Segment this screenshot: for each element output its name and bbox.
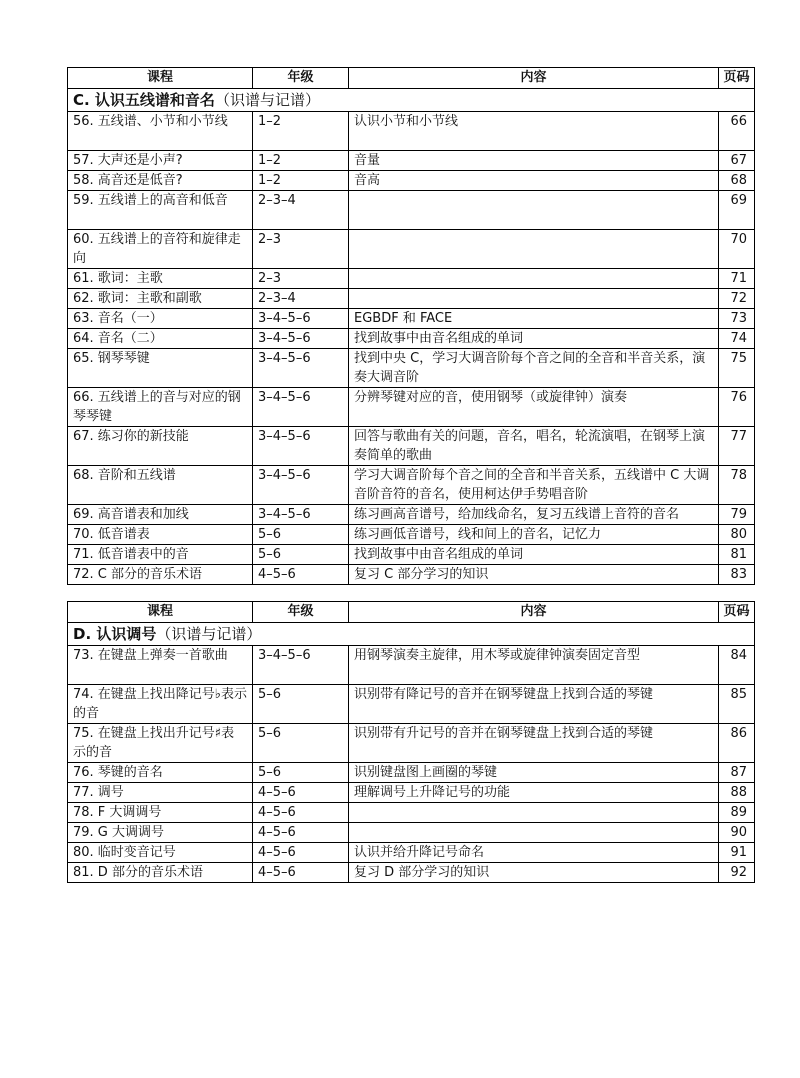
- cell-page: 67: [719, 151, 755, 171]
- table-row: [68, 388, 755, 427]
- cell-grade: 5–6: [253, 724, 349, 763]
- header-content: 内容: [349, 602, 719, 623]
- table-row: [68, 724, 755, 763]
- cell-grade: 4–5–6: [253, 565, 349, 585]
- cell-content: 学习大调音阶每个音之间的全音和半音关系，五线谱中 C 大调音阶音符的音名，使用柯达伊手势唱音阶: [349, 466, 719, 505]
- cell-content: [349, 269, 719, 289]
- cell-page: 80: [719, 525, 755, 545]
- cell-grade: 4–5–6: [253, 823, 349, 843]
- cell-page: 91: [719, 843, 755, 863]
- cell-page: 88: [719, 783, 755, 803]
- cell-content: [349, 289, 719, 309]
- cell-content: 复习 C 部分学习的知识: [349, 565, 719, 585]
- cell-grade: 5–6: [253, 545, 349, 565]
- cell-course: 66. 五线谱上的音与对应的钢琴琴键: [68, 388, 253, 427]
- cell-grade: 4–5–6: [253, 843, 349, 863]
- toc-table-section-c: [67, 67, 755, 585]
- cell-course: 79. G 大调调号: [68, 823, 253, 843]
- table-header-row: [68, 602, 755, 623]
- cell-course: 61. 歌词：主歌: [68, 269, 253, 289]
- cell-page: 77: [719, 427, 755, 466]
- cell-content: 复习 D 部分学习的知识: [349, 863, 719, 883]
- header-page: 页码: [719, 602, 755, 623]
- cell-grade: 2–3–4: [253, 289, 349, 309]
- cell-course: 69. 高音谱表和加线: [68, 505, 253, 525]
- cell-course: 63. 音名（一）: [68, 309, 253, 329]
- cell-grade: 1–2: [253, 151, 349, 171]
- cell-grade: 5–6: [253, 525, 349, 545]
- cell-course: 81. D 部分的音乐术语: [68, 863, 253, 883]
- table-row: [68, 783, 755, 803]
- header-course: 课程: [68, 602, 253, 623]
- table-row: [68, 171, 755, 191]
- cell-grade: 3–4–5–6: [253, 466, 349, 505]
- cell-content: 理解调号上升降记号的功能: [349, 783, 719, 803]
- cell-grade: 3–4–5–6: [253, 329, 349, 349]
- cell-content: 用钢琴演奏主旋律，用木琴或旋律钟演奏固定音型: [349, 646, 719, 685]
- section-title-row: [68, 623, 755, 646]
- cell-grade: 2–3: [253, 269, 349, 289]
- cell-page: 90: [719, 823, 755, 843]
- cell-course: 75. 在键盘上找出升记号♯表示的音: [68, 724, 253, 763]
- table-row: [68, 349, 755, 388]
- table-row: [68, 230, 755, 269]
- cell-page: 71: [719, 269, 755, 289]
- cell-page: 79: [719, 505, 755, 525]
- header-course: 课程: [68, 68, 253, 89]
- cell-page: 84: [719, 646, 755, 685]
- cell-course: 68. 音阶和五线谱: [68, 466, 253, 505]
- cell-content: 找到故事中由音名组成的单词: [349, 329, 719, 349]
- header-content: 内容: [349, 68, 719, 89]
- table-row: [68, 863, 755, 883]
- cell-page: 66: [719, 112, 755, 151]
- cell-content: 识别键盘图上画圈的琴键: [349, 763, 719, 783]
- cell-page: 83: [719, 565, 755, 585]
- cell-content: EGBDF 和 FACE: [349, 309, 719, 329]
- cell-grade: 3–4–5–6: [253, 309, 349, 329]
- section-subtitle: （识谱与记谱）: [214, 91, 320, 109]
- cell-course: 67. 练习你的新技能: [68, 427, 253, 466]
- cell-course: 57. 大声还是小声?: [68, 151, 253, 171]
- cell-course: 72. C 部分的音乐术语: [68, 565, 253, 585]
- section-title-text: D. 认识调号: [73, 625, 157, 643]
- cell-course: 62. 歌词：主歌和副歌: [68, 289, 253, 309]
- cell-course: 71. 低音谱表中的音: [68, 545, 253, 565]
- cell-content: [349, 230, 719, 269]
- cell-content: 认识小节和小节线: [349, 112, 719, 151]
- table-row: [68, 329, 755, 349]
- cell-page: 72: [719, 289, 755, 309]
- cell-page: 89: [719, 803, 755, 823]
- cell-page: 87: [719, 763, 755, 783]
- cell-grade: 3–4–5–6: [253, 646, 349, 685]
- cell-course: 76. 琴键的音名: [68, 763, 253, 783]
- cell-page: 86: [719, 724, 755, 763]
- cell-page: 75: [719, 349, 755, 388]
- table-row: [68, 466, 755, 505]
- cell-course: 70. 低音谱表: [68, 525, 253, 545]
- section-title: [68, 623, 755, 646]
- cell-grade: 5–6: [253, 763, 349, 783]
- cell-course: 65. 钢琴琴键: [68, 349, 253, 388]
- cell-grade: 1–2: [253, 171, 349, 191]
- cell-page: 85: [719, 685, 755, 724]
- cell-grade: 2–3: [253, 230, 349, 269]
- table-row: [68, 427, 755, 466]
- cell-course: 74. 在键盘上找出降记号♭表示的音: [68, 685, 253, 724]
- cell-course: 58. 高音还是低音?: [68, 171, 253, 191]
- cell-page: 70: [719, 230, 755, 269]
- table-row: [68, 289, 755, 309]
- section-subtitle: （识谱与记谱）: [156, 625, 262, 643]
- cell-content: [349, 191, 719, 230]
- table-row: [68, 646, 755, 685]
- cell-content: 找到中央 C，学习大调音阶每个音之间的全音和半音关系，演奏大调音阶: [349, 349, 719, 388]
- cell-content: 识别带有降记号的音并在钢琴键盘上找到合适的琴键: [349, 685, 719, 724]
- cell-grade: 3–4–5–6: [253, 388, 349, 427]
- cell-content: 练习画低音谱号，线和间上的音名，记忆力: [349, 525, 719, 545]
- cell-grade: 3–4–5–6: [253, 349, 349, 388]
- cell-grade: 5–6: [253, 685, 349, 724]
- table-row: [68, 545, 755, 565]
- cell-grade: 4–5–6: [253, 863, 349, 883]
- cell-course: 59. 五线谱上的高音和低音: [68, 191, 253, 230]
- section-title-text: C. 认识五线谱和音名: [73, 91, 215, 109]
- table-row: [68, 151, 755, 171]
- cell-grade: 4–5–6: [253, 783, 349, 803]
- cell-page: 92: [719, 863, 755, 883]
- header-grade: 年级: [253, 602, 349, 623]
- cell-course: 73. 在键盘上弹奏一首歌曲: [68, 646, 253, 685]
- header-page: 页码: [719, 68, 755, 89]
- table-row: [68, 803, 755, 823]
- table-row: [68, 112, 755, 151]
- table-row: [68, 269, 755, 289]
- table-row: [68, 843, 755, 863]
- cell-page: 78: [719, 466, 755, 505]
- table-row: [68, 565, 755, 585]
- cell-content: [349, 803, 719, 823]
- cell-page: 73: [719, 309, 755, 329]
- cell-content: 识别带有升记号的音并在钢琴键盘上找到合适的琴键: [349, 724, 719, 763]
- cell-page: 74: [719, 329, 755, 349]
- table-row: [68, 685, 755, 724]
- table-row: [68, 191, 755, 230]
- cell-content: [349, 823, 719, 843]
- cell-page: 76: [719, 388, 755, 427]
- cell-page: 81: [719, 545, 755, 565]
- header-grade: 年级: [253, 68, 349, 89]
- cell-grade: 3–4–5–6: [253, 505, 349, 525]
- cell-course: 60. 五线谱上的音符和旋律走向: [68, 230, 253, 269]
- table-row: [68, 525, 755, 545]
- cell-content: 找到故事中由音名组成的单词: [349, 545, 719, 565]
- table-row: [68, 309, 755, 329]
- cell-course: 64. 音名（二）: [68, 329, 253, 349]
- table-row: [68, 505, 755, 525]
- cell-course: 78. F 大调调号: [68, 803, 253, 823]
- cell-course: 77. 调号: [68, 783, 253, 803]
- cell-content: 回答与歌曲有关的问题，音名，唱名，轮流演唱，在钢琴上演奏简单的歌曲: [349, 427, 719, 466]
- cell-content: 练习画高音谱号，给加线命名，复习五线谱上音符的音名: [349, 505, 719, 525]
- cell-grade: 3–4–5–6: [253, 427, 349, 466]
- cell-grade: 2–3–4: [253, 191, 349, 230]
- table-row: [68, 763, 755, 783]
- cell-content: 音高: [349, 171, 719, 191]
- cell-content: 音量: [349, 151, 719, 171]
- cell-course: 80. 临时变音记号: [68, 843, 253, 863]
- table-header-row: [68, 68, 755, 89]
- cell-grade: 1–2: [253, 112, 349, 151]
- cell-page: 69: [719, 191, 755, 230]
- section-title-row: [68, 89, 755, 112]
- cell-page: 68: [719, 171, 755, 191]
- cell-content: 分辨琴键对应的音，使用钢琴（或旋律钟）演奏: [349, 388, 719, 427]
- table-row: [68, 823, 755, 843]
- cell-content: 认识并给升降记号命名: [349, 843, 719, 863]
- cell-grade: 4–5–6: [253, 803, 349, 823]
- section-title: [68, 89, 755, 112]
- cell-course: 56. 五线谱、小节和小节线: [68, 112, 253, 151]
- toc-table-section-d: [67, 601, 755, 883]
